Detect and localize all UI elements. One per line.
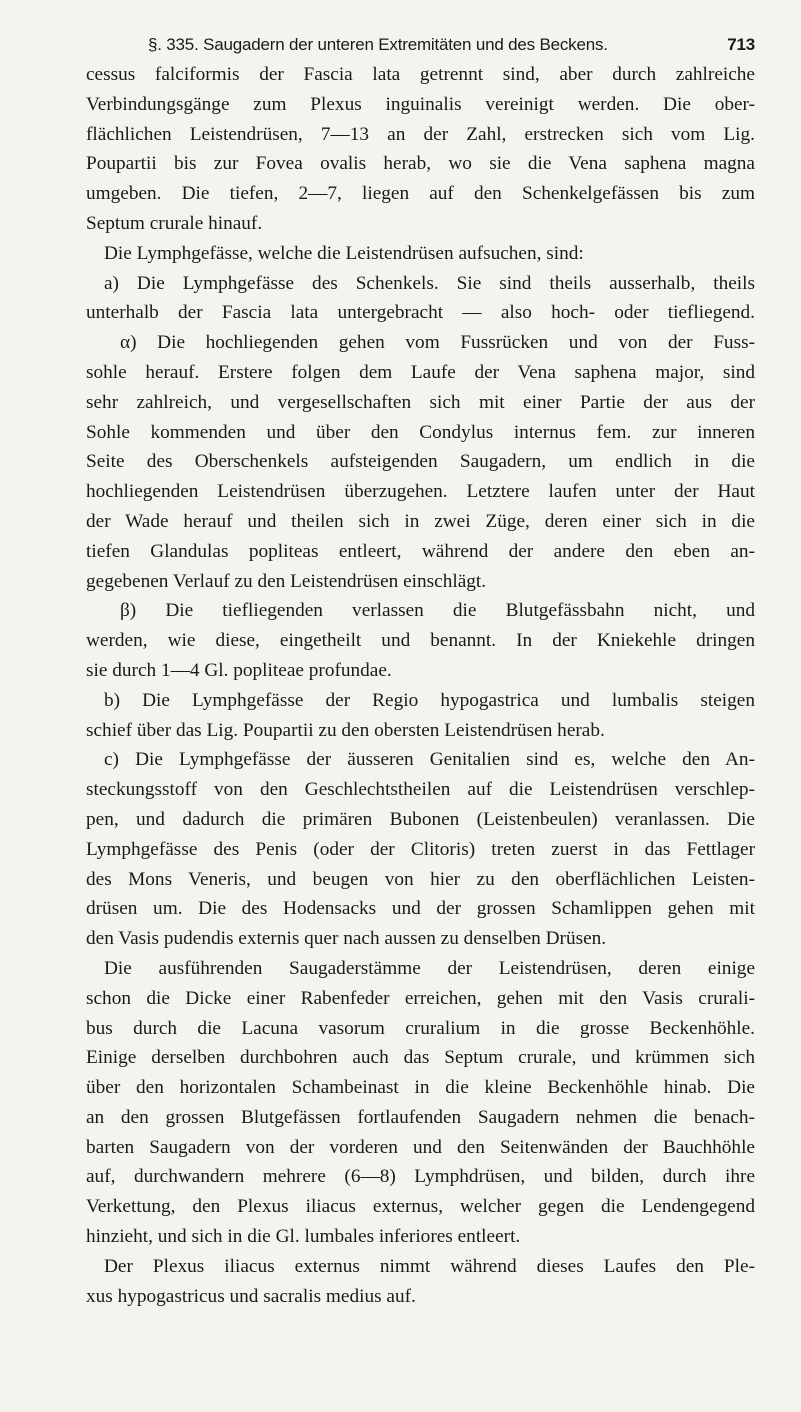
text-line: des Mons Veneris, und beugen von hier zu den oberflächlichen Leisten- bbox=[86, 868, 755, 890]
text-line: umgeben. Die tiefen, 2—7, liegen auf den Schenkelgefässen bis zum bbox=[86, 183, 755, 205]
text-line: α) Die hochliegenden gehen vom Fussrücken und von der Fuss- bbox=[120, 332, 755, 354]
running-head-title: §. 335. Saugadern der unteren Extremitäten und des Beckens. bbox=[148, 35, 608, 54]
running-head bbox=[148, 30, 755, 60]
text-line: Sohle kommenden und über den Condylus internus fem. zur inneren bbox=[86, 421, 755, 443]
text-line: a) Die Lymphgefässe des Schenkels. Sie sind theils ausserhalb, theils bbox=[104, 272, 755, 294]
text-line: sohle herauf. Erstere folgen dem Laufe der Vena saphena major, sind bbox=[86, 361, 755, 383]
text-line: werden, wie diese, eingetheilt und benannt. In der Kniekehle dringen bbox=[86, 630, 755, 652]
text-line: an den grossen Blutgefässen fortlaufenden Saugadern nehmen die benach- bbox=[86, 1106, 755, 1128]
text-line: Seite des Oberschenkels aufsteigenden Saugadern, um endlich in die bbox=[86, 451, 755, 473]
text-line: unterhalb der Fascia lata untergebracht — also hoch- oder tiefliegend. bbox=[86, 302, 755, 324]
text-line: β) Die tiefliegenden verlassen die Blutgefässbahn nicht, und bbox=[120, 600, 755, 622]
text-line: flächlichen Leistendrüsen, 7—13 an der Zahl, erstrecken sich vom Lig. bbox=[86, 123, 755, 145]
text-line: Poupartii bis zur Fovea ovalis herab, wo sie die Vena saphena magna bbox=[86, 153, 755, 175]
text-line: b) Die Lymphgefässe der Regio hypogastrica und lumbalis steigen bbox=[104, 689, 755, 711]
text-line: pen, und dadurch die primären Bubonen (Leistenbeulen) veranlassen. Die bbox=[86, 808, 755, 830]
text-line: Verkettung, den Plexus iliacus externus, welcher gegen die Lendengegend bbox=[86, 1196, 755, 1218]
text-line: drüsen um. Die des Hodensacks und der grossen Schamlippen gehen mit bbox=[86, 898, 755, 920]
text-line: der Wade herauf und theilen sich in zwei Züge, deren einer sich in die bbox=[86, 510, 755, 532]
text-line: den Vasis pudendis externis quer nach aussen zu denselben Drüsen. bbox=[86, 928, 607, 950]
body-text bbox=[86, 60, 755, 1311]
text-line: xus hypogastricus und sacralis medius auf. bbox=[86, 1285, 416, 1307]
text-line: über den horizontalen Schambeinast in die kleine Beckenhöhle hinab. Die bbox=[86, 1077, 755, 1099]
text-line: tiefen Glandulas popliteas entleert, während der andere den eben an- bbox=[86, 540, 755, 562]
text-line: steckungsstoff von den Geschlechtstheilen auf die Leistendrüsen verschlep- bbox=[86, 779, 755, 801]
page-number: 713 bbox=[727, 35, 755, 54]
text-line: Der Plexus iliacus externus nimmt während dieses Laufes den Ple- bbox=[104, 1255, 755, 1277]
text-line: hochliegenden Leistendrüsen überzugehen. Letztere laufen unter der Haut bbox=[86, 481, 755, 503]
text-line: sie durch 1—4 Gl. popliteae profundae. bbox=[86, 659, 392, 681]
text-line: sehr zahlreich, und vergesellschaften sich mit einer Partie der aus der bbox=[86, 391, 755, 413]
text-line: schief über das Lig. Poupartii zu den obersten Leistendrüsen herab. bbox=[86, 719, 605, 741]
text-line: Die ausführenden Saugaderstämme der Leistendrüsen, deren einige bbox=[104, 957, 755, 979]
text-line: c) Die Lymphgefässe der äusseren Genitalien sind es, welche den An- bbox=[104, 749, 755, 771]
text-line: cessus falciformis der Fascia lata getrennt sind, aber durch zahlreiche bbox=[86, 64, 755, 85]
text-line: auf, durchwandern mehrere (6—8) Lymphdrüsen, und bilden, durch ihre bbox=[86, 1166, 755, 1188]
text-line: Lymphgefässe des Penis (oder der Clitoris) treten zuerst in das Fettlager bbox=[86, 838, 755, 860]
text-line: gegebenen Verlauf zu den Leistendrüsen einschlägt. bbox=[86, 570, 487, 592]
text-line: bus durch die Lacuna vasorum cruralium in die grosse Beckenhöhle. bbox=[86, 1017, 755, 1039]
text-line: hinzieht, und sich in die Gl. lumbales inferiores entleert. bbox=[86, 1226, 521, 1248]
text-line: Septum crurale hinauf. bbox=[86, 212, 263, 234]
text-line: Einige derselben durchbohren auch das Septum crurale, und krümmen sich bbox=[86, 1047, 755, 1069]
text-line: schon die Dicke einer Rabenfeder erreichen, gehen mit den Vasis crurali- bbox=[86, 987, 755, 1009]
text-line: barten Saugadern von der vorderen und den Seitenwänden der Bauchhöhle bbox=[86, 1136, 755, 1158]
text-line: Verbindungsgänge zum Plexus inguinalis vereinigt werden. Die ober- bbox=[86, 93, 755, 115]
text-line: Die Lymphgefässe, welche die Leistendrüsen aufsuchen, sind: bbox=[104, 242, 584, 264]
